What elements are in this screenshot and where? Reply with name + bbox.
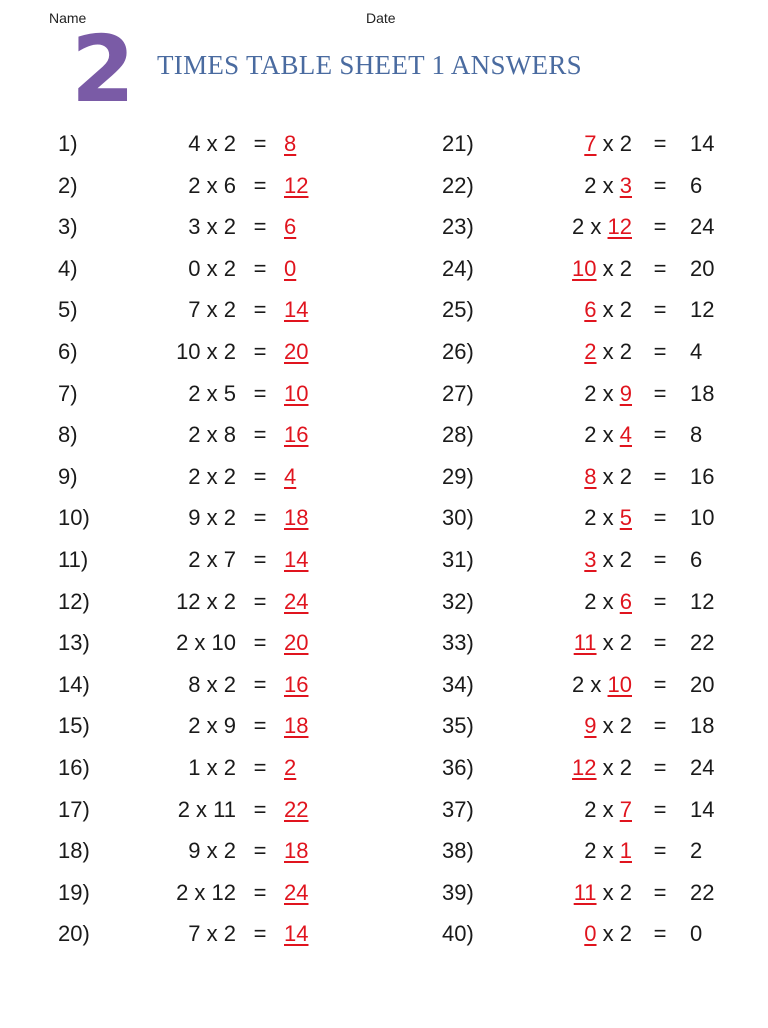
answer-value: 14 xyxy=(284,547,309,572)
answer-value: 14 xyxy=(284,921,309,947)
result-value: 24 xyxy=(690,214,715,240)
question-expression xyxy=(584,462,632,492)
question-expression xyxy=(574,628,632,658)
question-row xyxy=(58,753,378,783)
question-number: 31) xyxy=(442,547,474,572)
expression-prefix: 2 x xyxy=(584,588,620,614)
question-expression xyxy=(584,171,632,201)
question-expression: 4 x 2 xyxy=(188,131,236,156)
question-expression xyxy=(584,379,632,409)
question-expression xyxy=(584,836,632,866)
question-number: 3) xyxy=(58,214,78,240)
question-expression: 8 x 2 xyxy=(188,671,236,697)
equals-sign: = xyxy=(653,755,667,780)
question-number: 2) xyxy=(58,172,78,198)
result-value: 8 xyxy=(690,422,703,448)
equals-sign: = xyxy=(653,671,667,697)
expression-suffix: x 2 xyxy=(596,713,632,739)
result-value: 12 xyxy=(690,297,715,323)
question-row xyxy=(442,711,742,741)
answer-value: 22 xyxy=(284,796,309,822)
equals-sign: = xyxy=(253,588,267,614)
expression-prefix: 2 x xyxy=(572,214,608,240)
expression-prefix: 2 x xyxy=(584,172,620,198)
question-number: 1) xyxy=(58,131,78,156)
question-number: 7) xyxy=(58,380,78,406)
answer-value: 24 xyxy=(284,879,309,905)
result-value: 0 xyxy=(690,921,703,947)
result-value: 18 xyxy=(690,380,715,406)
question-number: 17) xyxy=(58,796,90,822)
equals-sign: = xyxy=(653,297,667,323)
answer-value: 6 xyxy=(284,214,297,240)
question-row xyxy=(58,628,378,658)
question-number: 8) xyxy=(58,422,78,448)
answer-value: 18 xyxy=(284,713,309,739)
answer-value: 8 xyxy=(584,463,597,489)
question-row xyxy=(442,628,742,658)
answer-value: 9 xyxy=(584,713,597,739)
question-row xyxy=(442,836,742,866)
name-label: Name xyxy=(49,10,87,26)
equals-sign: = xyxy=(653,172,667,198)
question-row xyxy=(442,587,742,617)
question-number: 11) xyxy=(58,547,89,572)
expression-suffix: x 2 xyxy=(596,630,632,656)
question-expression xyxy=(574,878,632,908)
question-expression: 9 x 2 xyxy=(188,505,236,531)
question-expression: 10 x 2 xyxy=(176,339,236,364)
question-number: 19) xyxy=(58,879,90,905)
question-expression xyxy=(572,254,632,284)
answer-value: 9 xyxy=(619,380,632,406)
question-number: 14) xyxy=(58,671,90,697)
question-number: 22) xyxy=(442,172,474,198)
equals-sign: = xyxy=(653,713,667,739)
question-number: 20) xyxy=(58,921,90,947)
question-row xyxy=(58,919,378,949)
equals-sign: = xyxy=(253,630,267,656)
question-row xyxy=(442,212,742,242)
equals-sign: = xyxy=(253,339,267,364)
question-expression xyxy=(584,919,632,949)
expression-suffix: x 2 xyxy=(596,297,632,323)
question-expression: 2 x 5 xyxy=(188,380,236,406)
question-expression: 2 x 12 xyxy=(176,879,236,905)
expression-prefix: 2 x xyxy=(584,796,620,822)
answer-value: 10 xyxy=(607,671,632,697)
equals-sign: = xyxy=(253,172,267,198)
expression-prefix: 2 x xyxy=(584,505,620,531)
equals-sign: = xyxy=(253,255,267,281)
question-number: 15) xyxy=(58,713,90,739)
answer-value: 18 xyxy=(284,838,309,864)
answer-value: 12 xyxy=(572,755,597,780)
equals-sign: = xyxy=(253,671,267,697)
question-row xyxy=(58,587,378,617)
question-number: 28) xyxy=(442,422,474,448)
answer-value: 3 xyxy=(584,547,597,572)
big-digit-logo: 2 xyxy=(71,16,136,123)
answer-value: 4 xyxy=(284,463,297,489)
question-expression: 2 x 6 xyxy=(188,172,236,198)
answer-value: 8 xyxy=(284,131,297,156)
equals-sign: = xyxy=(253,505,267,531)
equals-sign: = xyxy=(653,214,667,240)
result-value: 20 xyxy=(690,671,715,697)
answer-value: 5 xyxy=(619,505,632,531)
answer-value: 10 xyxy=(572,255,597,281)
question-expression: 2 x 7 xyxy=(188,547,236,572)
equals-sign: = xyxy=(653,255,667,281)
question-expression xyxy=(584,420,632,450)
question-expression: 3 x 2 xyxy=(188,214,236,240)
question-row xyxy=(442,753,742,783)
question-row xyxy=(442,795,742,825)
question-number: 12) xyxy=(58,588,90,614)
question-expression: 9 x 2 xyxy=(188,838,236,864)
equals-sign: = xyxy=(653,879,667,905)
equals-sign: = xyxy=(653,422,667,448)
question-row xyxy=(58,545,378,575)
question-row xyxy=(58,462,378,492)
question-number: 26) xyxy=(442,339,474,364)
answer-value: 12 xyxy=(607,214,632,240)
equals-sign: = xyxy=(653,838,667,864)
question-expression xyxy=(572,753,632,783)
equals-sign: = xyxy=(253,422,267,448)
result-value: 4 xyxy=(690,339,703,364)
question-row xyxy=(58,254,378,284)
answer-value: 6 xyxy=(619,588,632,614)
result-value: 16 xyxy=(690,463,715,489)
answer-value: 7 xyxy=(619,796,632,822)
question-number: 25) xyxy=(442,297,474,323)
question-number: 18) xyxy=(58,838,90,864)
answer-value: 0 xyxy=(284,255,297,281)
answer-value: 4 xyxy=(619,422,632,448)
answer-value: 10 xyxy=(284,380,309,406)
question-row xyxy=(58,795,378,825)
question-number: 16) xyxy=(58,755,90,780)
expression-prefix: 2 x xyxy=(584,838,620,864)
question-row xyxy=(442,420,742,450)
question-expression: 0 x 2 xyxy=(188,255,236,281)
question-row xyxy=(58,295,378,325)
equals-sign: = xyxy=(653,505,667,531)
expression-suffix: x 2 xyxy=(596,255,632,281)
question-row xyxy=(442,545,742,575)
answer-value: 16 xyxy=(284,422,309,448)
question-expression xyxy=(572,212,632,242)
question-expression: 1 x 2 xyxy=(188,755,236,780)
question-row xyxy=(442,503,742,533)
equals-sign: = xyxy=(253,131,267,156)
expression-prefix: 2 x xyxy=(584,380,620,406)
question-row xyxy=(58,212,378,242)
result-value: 22 xyxy=(690,879,715,905)
question-expression xyxy=(572,670,632,700)
question-expression: 12 x 2 xyxy=(176,588,236,614)
answer-value: 7 xyxy=(584,131,597,156)
answer-value: 24 xyxy=(284,588,309,614)
answer-value: 11 xyxy=(573,630,597,656)
answer-value: 16 xyxy=(284,671,309,697)
question-row xyxy=(442,379,742,409)
equals-sign: = xyxy=(253,547,267,572)
question-row xyxy=(442,129,742,159)
expression-prefix: 2 x xyxy=(584,422,620,448)
question-number: 29) xyxy=(442,463,474,489)
equals-sign: = xyxy=(253,214,267,240)
question-number: 33) xyxy=(442,630,474,656)
equals-sign: = xyxy=(253,921,267,947)
answer-value: 14 xyxy=(284,297,309,323)
result-value: 6 xyxy=(690,547,703,572)
answer-value: 0 xyxy=(584,921,597,947)
equals-sign: = xyxy=(253,380,267,406)
question-row xyxy=(442,295,742,325)
question-row xyxy=(442,670,742,700)
equals-sign: = xyxy=(653,630,667,656)
question-row xyxy=(442,254,742,284)
question-number: 21) xyxy=(442,131,474,156)
expression-prefix: 2 x xyxy=(572,671,608,697)
question-number: 36) xyxy=(442,755,474,780)
expression-suffix: x 2 xyxy=(596,547,632,572)
answer-value: 20 xyxy=(284,630,309,656)
question-number: 39) xyxy=(442,879,474,905)
question-expression xyxy=(584,503,632,533)
question-expression: 2 x 10 xyxy=(176,630,236,656)
equals-sign: = xyxy=(253,838,267,864)
equals-sign: = xyxy=(253,463,267,489)
question-number: 9) xyxy=(58,463,78,489)
question-row xyxy=(58,420,378,450)
question-row xyxy=(58,836,378,866)
equals-sign: = xyxy=(653,380,667,406)
question-expression xyxy=(584,587,632,617)
question-number: 4) xyxy=(58,255,78,281)
question-number: 5) xyxy=(58,297,78,323)
question-expression: 7 x 2 xyxy=(188,921,236,947)
question-expression: 2 x 11 xyxy=(177,796,236,822)
question-expression xyxy=(584,295,632,325)
question-row xyxy=(58,711,378,741)
expression-suffix: x 2 xyxy=(596,755,632,780)
result-value: 20 xyxy=(690,255,715,281)
equals-sign: = xyxy=(253,796,267,822)
result-value: 6 xyxy=(690,172,703,198)
expression-suffix: x 2 xyxy=(596,879,632,905)
answer-value: 6 xyxy=(584,297,597,323)
question-expression: 2 x 8 xyxy=(188,422,236,448)
question-number: 13) xyxy=(58,630,90,656)
question-expression: 7 x 2 xyxy=(188,297,236,323)
equals-sign: = xyxy=(653,463,667,489)
date-label: Date xyxy=(366,10,396,26)
question-number: 24) xyxy=(442,255,474,281)
question-row xyxy=(442,337,742,367)
equals-sign: = xyxy=(653,588,667,614)
question-row xyxy=(58,129,378,159)
question-expression xyxy=(584,337,632,367)
result-value: 22 xyxy=(690,630,715,656)
question-row xyxy=(58,171,378,201)
question-expression: 2 x 9 xyxy=(188,713,236,739)
equals-sign: = xyxy=(253,297,267,323)
expression-suffix: x 2 xyxy=(596,131,632,156)
question-row xyxy=(58,337,378,367)
question-number: 27) xyxy=(442,380,474,406)
answer-value: 11 xyxy=(573,879,597,905)
equals-sign: = xyxy=(653,339,667,364)
answer-value: 3 xyxy=(619,172,632,198)
equals-sign: = xyxy=(253,879,267,905)
page-title: TIMES TABLE SHEET 1 ANSWERS xyxy=(157,50,582,80)
question-number: 40) xyxy=(442,921,474,947)
question-row xyxy=(58,379,378,409)
result-value: 12 xyxy=(690,588,715,614)
expression-suffix: x 2 xyxy=(596,921,632,947)
equals-sign: = xyxy=(653,131,667,156)
result-value: 18 xyxy=(690,713,715,739)
answer-value: 20 xyxy=(284,339,309,364)
result-value: 14 xyxy=(690,796,715,822)
result-value: 14 xyxy=(690,131,715,156)
equals-sign: = xyxy=(653,547,667,572)
question-number: 34) xyxy=(442,671,474,697)
result-value: 2 xyxy=(690,838,703,864)
question-number: 38) xyxy=(442,838,474,864)
question-row xyxy=(442,919,742,949)
question-number: 23) xyxy=(442,214,474,240)
equals-sign: = xyxy=(253,713,267,739)
question-expression xyxy=(584,711,632,741)
question-row xyxy=(442,878,742,908)
question-row xyxy=(442,171,742,201)
question-expression: 2 x 2 xyxy=(188,463,236,489)
question-expression xyxy=(584,129,632,159)
expression-suffix: x 2 xyxy=(596,463,632,489)
answer-value: 2 xyxy=(284,755,297,780)
question-number: 32) xyxy=(442,588,474,614)
question-number: 10) xyxy=(58,505,90,531)
question-number: 6) xyxy=(58,339,78,364)
question-row xyxy=(442,462,742,492)
equals-sign: = xyxy=(253,755,267,780)
question-number: 35) xyxy=(442,713,474,739)
question-row xyxy=(58,878,378,908)
question-row xyxy=(58,503,378,533)
answer-value: 2 xyxy=(584,339,597,364)
result-value: 24 xyxy=(690,755,715,780)
equals-sign: = xyxy=(653,921,667,947)
question-expression xyxy=(584,795,632,825)
equals-sign: = xyxy=(653,796,667,822)
result-value: 10 xyxy=(690,505,715,531)
answer-value: 12 xyxy=(284,172,309,198)
question-number: 37) xyxy=(442,796,474,822)
question-expression xyxy=(584,545,632,575)
question-row xyxy=(58,670,378,700)
answer-value: 18 xyxy=(284,505,309,531)
expression-suffix: x 2 xyxy=(596,339,632,364)
answer-value: 1 xyxy=(619,838,632,864)
question-number: 30) xyxy=(442,505,474,531)
